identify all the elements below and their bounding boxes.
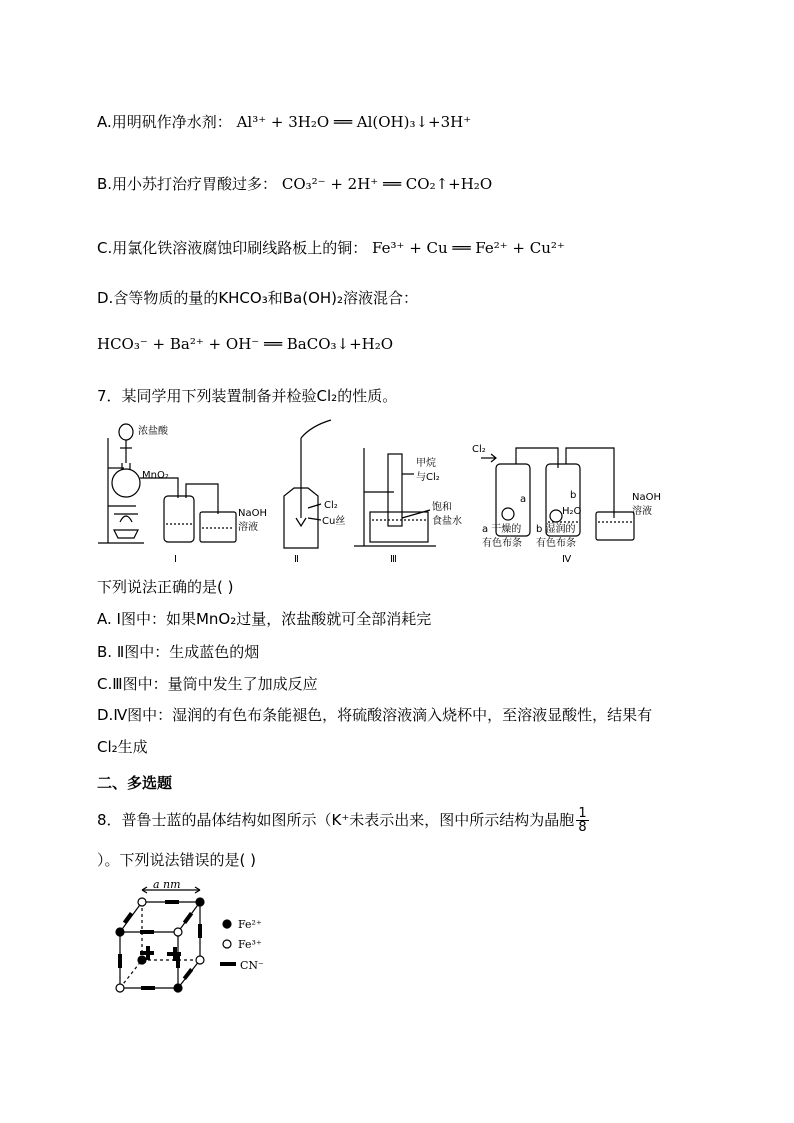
label-cl2: Cl₂ [324,500,338,511]
option-c-prefix: C.用氯化铁溶液腐蚀印刷线路板上的铜： [97,239,368,257]
label-brine-1: 饱和 [432,502,452,513]
fraction: $\frac{1}{8}$ [578,806,587,835]
q7-option-c: C.Ⅲ图中：量筒中发生了加成反应 [97,675,318,693]
label-fig-2: Ⅱ [294,554,299,565]
q8-stem-line1 [97,807,589,834]
q8-stem-a: 8．普鲁士蓝的晶体结构如图所示（K⁺未表示出来，图中所示结构为晶胞 [97,811,575,829]
label-b: b [570,490,577,501]
label-naoh-1: NaOH [238,508,267,519]
option-d-equation: HCO₃⁻ + Ba²⁺ + OH⁻ ══ BaCO₃↓+H₂O [97,335,394,353]
label-conc-hcl: 浓盐酸 [138,426,168,437]
q7-option-a: A. Ⅰ图中：如果MnO₂过量，浓盐酸就可全部消耗完 [97,610,432,628]
label-h2o: H₂O [562,506,582,517]
q8-stem-line2: ）。下列说法错误的是( ) [97,851,256,869]
crystal-structure-figure [110,880,280,995]
label-dry-2: 有色布条 [482,538,522,549]
label-mno2: MnO₂ [142,470,169,481]
dimension-label: a nm [153,880,181,891]
label-solution-2: 溶液 [632,506,652,517]
label-methane-2: 与Cl₂ [416,472,440,483]
q7-option-d-cont: Cl₂生成 [97,738,148,756]
option-c [97,238,565,258]
label-cl2-inlet: Cl₂ [472,444,486,455]
label-wet-1: b 湿润的 [536,524,576,535]
option-b-prefix: B.用小苏打治疗胃酸过多： [97,175,278,193]
legend-cn: CN⁻ [240,959,264,972]
option-d: D.含等物质的量的KHCO₃和Ba(OH)₂溶液混合： [97,289,419,307]
section-heading: 二、多选题 [97,774,173,792]
option-a-prefix: A.用明矾作净水剂： [97,113,232,131]
option-a [97,112,471,132]
legend-fe3: Fe³⁺ [238,938,262,951]
option-b [97,174,492,194]
q7-question: 下列说法正确的是( ) [97,578,234,596]
label-brine-2: 食盐水 [432,516,462,527]
legend-fe2: Fe²⁺ [238,918,262,931]
q7-apparatus-figure [96,418,706,568]
label-solution-1: 溶液 [238,522,258,533]
label-fig-1: Ⅰ [174,554,177,565]
label-fig-3: Ⅲ [390,554,397,565]
label-fig-4: Ⅳ [562,554,572,565]
label-a: a [520,494,527,505]
option-a-equation: Al³⁺ + 3H₂O ══ Al(OH)₃↓+3H⁺ [236,113,472,131]
q7-stem: 7．某同学用下列装置制备并检验Cl₂的性质。 [97,387,398,405]
option-b-equation: CO₃²⁻ + 2H⁺ ══ CO₂↑+H₂O [281,175,493,193]
q7-option-d: D.Ⅳ图中：湿润的有色布条能褪色，将硫酸溶液滴入烧杯中，至溶液显酸性，结果有 [97,706,653,724]
label-methane-1: 甲烷 [416,458,436,469]
option-c-equation: Fe³⁺ + Cu ══ Fe²⁺ + Cu²⁺ [372,239,565,257]
label-dry-1: a 干燥的 [482,524,522,535]
label-naoh-2: NaOH [632,492,661,503]
label-cu-wire: Cu丝 [322,516,346,527]
label-wet-2: 有色布条 [536,538,576,549]
q7-option-b: B. Ⅱ图中：生成蓝色的烟 [97,643,260,661]
